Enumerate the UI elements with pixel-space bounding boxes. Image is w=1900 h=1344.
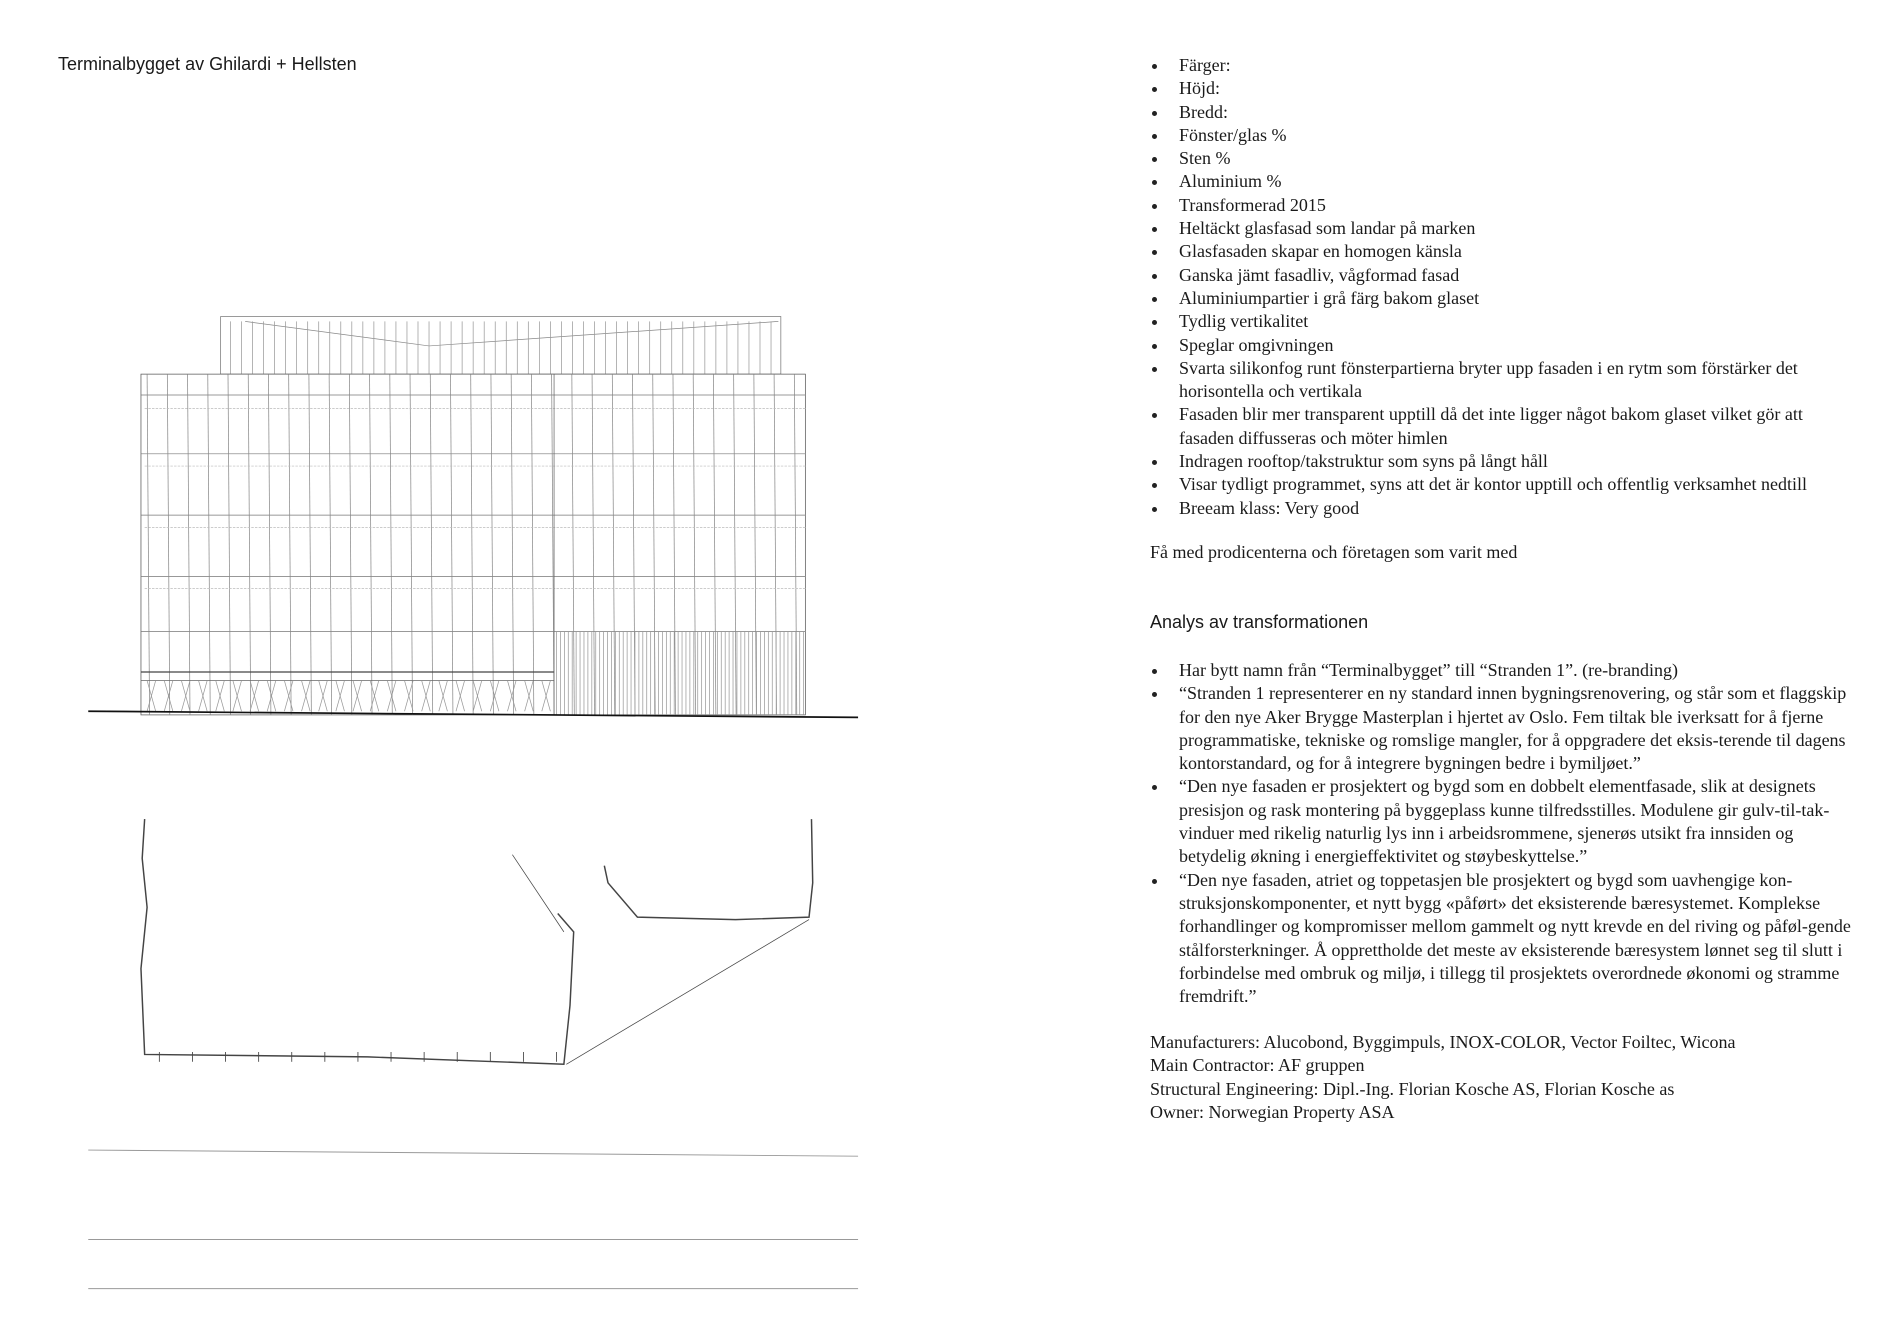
analysis-heading: Analys av transformationen	[1150, 612, 1369, 632]
list-item: Fönster/glas %	[1150, 124, 1862, 147]
credit-line: Main Contractor: AF gruppen	[1150, 1055, 1365, 1076]
list-item: Färger:	[1150, 54, 1862, 77]
floor-plan	[141, 819, 813, 1064]
list-item: Tydlig vertikalitet	[1150, 310, 1862, 333]
analysis-list	[1150, 659, 1862, 1008]
list-item: “Stranden 1 representerer en ny standard innen bygningsrenovering, og står som et flaggskip for den nye Aker Brygge Masterplan i hjertet av Oslo. Fem tiltak ble iverksatt for å fjerne programmatiske, tekniske og romslige mangler, for å oppgradere det eksis-terende til dagens kontorstandard, og for å integrere bygningen bedre i bymiljøet.”	[1150, 682, 1862, 775]
list-item: “Den nye fasaden, atriet og toppetasjen ble prosjektert og bygd som uavhengige kon-struksjonskomponenter, et nytt bygg «påført» det eksisterende bæresystemet. Komplekse forhandlinger og kompromisser mellom gammelt og nytt krevde en del riving og påføl-gende stålforsterkninger. Å opprettholde det meste av eksisterende bæresystem lønnet seg til slutt i forbindelse med ombruk og miljø, i tillegg til prosjektets overordnede økonomi og stramme fremdrift.”	[1150, 869, 1862, 1009]
facade-elevation	[88, 317, 858, 718]
note-text: Få med prodicenterna och företagen som varit med	[1150, 542, 1518, 562]
list-item: Visar tydligt programmet, syns att det är kontor upptill och offentlig verksamhet nedtill	[1150, 473, 1862, 496]
list-item: Bredd:	[1150, 101, 1862, 124]
list-item: Höjd:	[1150, 77, 1862, 100]
page-title: Terminalbygget av Ghilardi + Hellsten	[58, 54, 357, 74]
list-item: Heltäckt glasfasad som landar på marken	[1150, 217, 1862, 240]
list-item: Svarta silikonfog runt fönsterpartierna bryter upp fasaden i en rytm som förstärker det horisontella och vertikala	[1150, 357, 1862, 404]
credit-line: Owner: Norwegian Property ASA	[1150, 1101, 1395, 1122]
blank-lines	[88, 1150, 858, 1289]
list-item: Aluminiumpartier i grå färg bakom glaset	[1150, 287, 1862, 310]
list-item: Breeam klass: Very good	[1150, 497, 1862, 520]
credit-line: Structural Engineering: Dipl.-Ing. Florian Kosche AS, Florian Kosche as	[1150, 1078, 1675, 1099]
list-item: Glasfasaden skapar en homogen känsla	[1150, 240, 1862, 263]
list-item: Speglar omgivningen	[1150, 334, 1862, 357]
credit-line: Manufacturers: Alucobond, Byggimpuls, INOX-COLOR, Vector Foiltec, Wicona	[1150, 1032, 1736, 1052]
list-item: Indragen rooftop/takstruktur som syns på långt håll	[1150, 450, 1862, 473]
list-item: Har bytt namn från “Terminalbygget” till “Stranden 1”. (re-branding)	[1150, 659, 1862, 682]
credits	[1150, 1031, 1736, 1124]
list-item: Transformerad 2015	[1150, 194, 1862, 217]
list-item: “Den nye fasaden er prosjektert og bygd som en dobbelt elementfasade, slik at designets presisjon og rask montering på byggeplass kunne tilfredsstilles. Modulene gir gulv-til-tak- vinduer med rikelig naturlig lys inn i arbeidsrommene, sjenerøs utsikt fra innsiden og betydelig økning i energieffektivitet og støybeskyttelse.”	[1150, 775, 1862, 868]
list-item: Fasaden blir mer transparent upptill då det inte ligger något bakom glaset vilket gör att fasaden diffusseras och möter himlen	[1150, 403, 1862, 450]
list-item: Aluminium %	[1150, 170, 1862, 193]
facts-list	[1150, 54, 1862, 520]
list-item: Sten %	[1150, 147, 1862, 170]
list-item: Ganska jämt fasadliv, vågformad fasad	[1150, 264, 1862, 287]
